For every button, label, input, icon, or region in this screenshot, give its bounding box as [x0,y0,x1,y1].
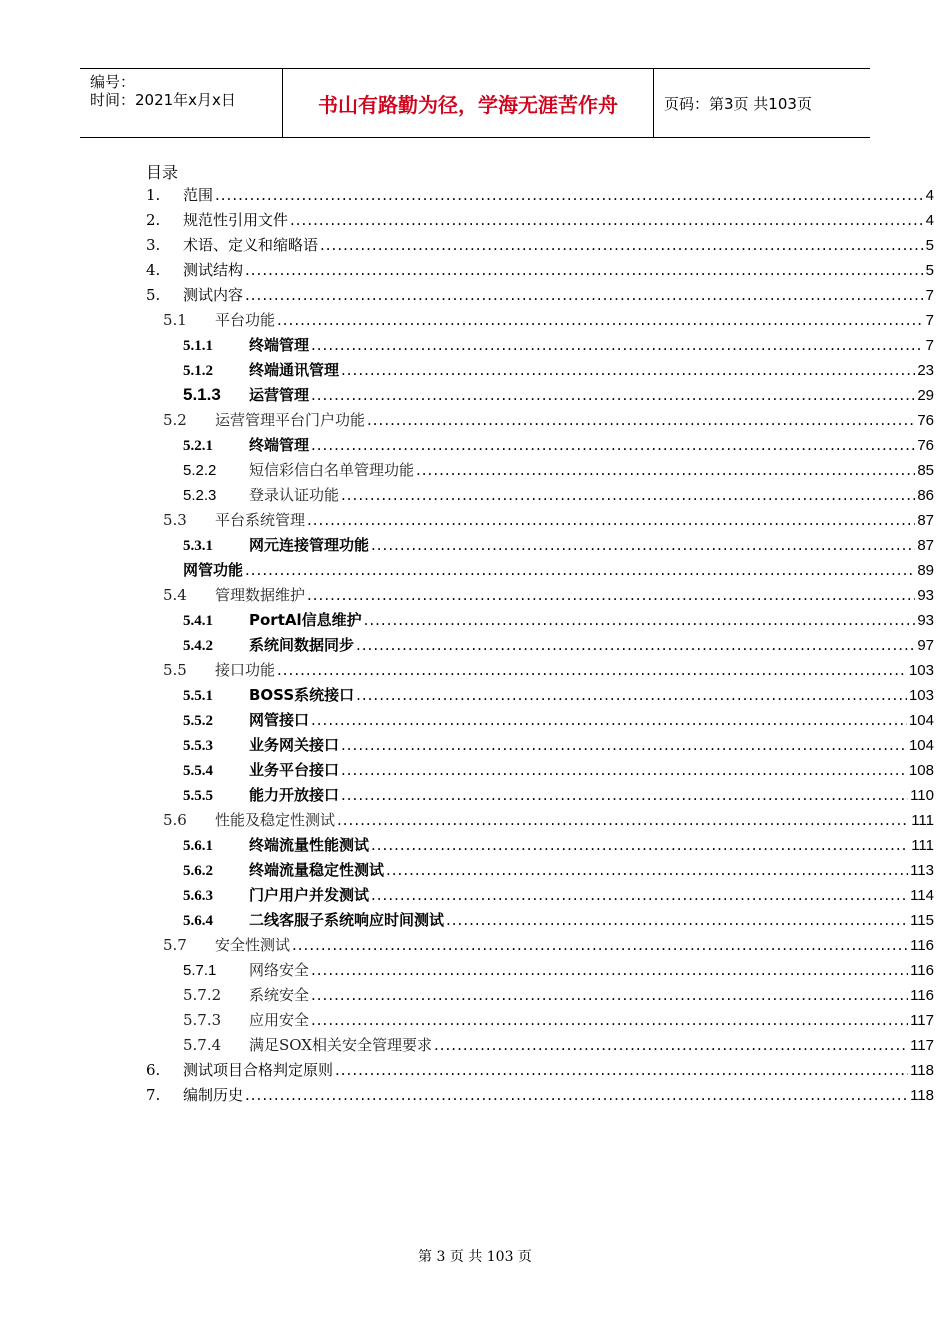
toc-leader-dots [215,183,924,207]
toc-leader-dots [320,233,924,257]
toc-entry-number: 5.1 [163,311,187,329]
toc-entry[interactable] [163,808,934,832]
toc-leader-dots [364,608,916,632]
toc-entry-number: 5.6.3 [183,888,213,904]
toc-entry[interactable] [183,858,934,882]
toc-entry-text: 运营管理平台门户功能 [215,411,366,429]
toc-entry-text: 网管功能 [183,561,244,579]
toc-entry-text: 系统安全 [249,986,310,1004]
toc-leader-dots [245,283,924,307]
toc-leader-dots [371,833,909,857]
toc-entry-text: 平台功能 [215,311,276,329]
toc-entry-number: 5.5 [163,661,187,679]
toc-entry-page: 93 [917,612,934,629]
toc-entry-page: 103 [908,687,934,704]
toc-leader-dots [311,333,924,357]
toc-entry-number: 5.2 [163,411,187,429]
toc-entry-text: 编制历史 [183,1086,244,1104]
toc-entry-text: 终端流量性能测试 [249,836,370,854]
toc-entry[interactable] [183,533,934,557]
document-number-label: 编号： [90,73,136,91]
toc-leader-dots [356,683,907,707]
toc-leader-dots [341,758,907,782]
toc-leader-dots [290,208,924,232]
toc-leader-dots [371,533,915,557]
toc-leader-dots [292,933,908,957]
document-time-label: 时间：2021年x月x日 [90,91,236,109]
toc-entry-text: 能力开放接口 [249,786,340,804]
toc-entry-text: 网元连接管理功能 [249,536,370,554]
toc-entry-text: 规范性引用文件 [183,211,289,229]
toc-entry-number: 5.5.5 [183,788,213,804]
toc-entry-text: 测试结构 [183,261,244,279]
toc-entry-page: 111 [911,812,934,829]
toc-entry-page: 118 [910,1062,934,1079]
toc-entry-page: 23 [917,362,934,379]
toc-entry-page: 89 [917,562,934,579]
toc-entry-page: 117 [910,1012,934,1029]
toc-entry-page: 93 [917,587,934,604]
toc-title: 目录 [146,163,179,182]
toc-leader-dots [434,1033,908,1057]
toc-entry[interactable] [163,508,934,532]
toc-leader-dots [311,383,915,407]
toc-entry-page: 87 [917,537,934,554]
toc-entry[interactable] [163,308,934,332]
toc-entry[interactable] [146,233,934,257]
toc-entry[interactable] [163,583,934,607]
page-header [80,68,870,138]
toc-entry-number: 5.7.4 [183,1036,222,1054]
toc-entry-text: 二线客服子系统响应时间测试 [249,911,445,929]
toc-leader-dots [311,708,907,732]
toc-entry-page: 5 [925,262,934,279]
toc-entry-text: 测试项目合格判定原则 [183,1061,334,1079]
header-meta-cell [80,69,283,137]
toc-entry-number: 5.3 [163,511,187,529]
header-page-label: 页码：第3页 共103页 [664,94,812,113]
toc-leader-dots [311,1008,908,1032]
toc-leader-dots [386,858,908,882]
toc-entry-page: 87 [917,512,934,529]
header-page-cell [664,69,870,137]
toc-entry[interactable] [163,408,934,432]
toc-entry-page: 7 [925,337,934,354]
toc-leader-dots [245,1083,908,1107]
toc-entry-number: 5.6.2 [183,863,213,879]
toc-entry-text: 范围 [183,186,214,204]
toc-entry-page: 117 [910,1037,934,1054]
toc-entry-page: 114 [910,887,934,904]
toc-entry-number: 5.4.2 [183,638,213,654]
toc-entry-number: 5.5.2 [183,713,213,729]
toc-leader-dots [446,908,908,932]
toc-leader-dots [416,458,915,482]
toc-entry-text: 接口功能 [215,661,276,679]
toc-leader-dots [307,508,915,532]
toc-entry-number: 5.5.3 [183,738,213,754]
toc-entry-number: 5.5.1 [183,688,213,704]
toc-entry[interactable] [183,983,934,1007]
toc-leader-dots [341,783,908,807]
header-motto-cell [283,69,654,137]
toc-entry-text: 满足SOX相关安全管理要求 [249,1036,432,1054]
toc-entry-number: 1. [146,186,161,204]
toc-entry[interactable] [183,1008,934,1032]
toc-entry-number: 6. [146,1061,161,1079]
toc-entry-number: 7. [146,1086,161,1104]
toc-entry-number: 5.4.1 [183,613,213,629]
toc-entry[interactable] [163,933,934,957]
toc-leader-dots [337,808,909,832]
toc-entry-number: 5.6 [163,811,187,829]
toc-entry[interactable] [183,833,934,857]
toc-entry-page: 76 [917,412,934,429]
toc-leader-dots [341,358,915,382]
toc-entry-text: 终端流量稳定性测试 [249,861,385,879]
toc-entry[interactable] [146,258,934,282]
toc-entry-page: 116 [910,987,934,1004]
toc-entry-number: 5.7 [163,936,187,954]
toc-entry-text: 门户用户并发测试 [249,886,370,904]
toc-entry-text: 终端管理 [249,436,310,454]
toc-leader-dots [371,883,908,907]
toc-entry-number: 5.4 [163,586,187,604]
toc-entry[interactable] [183,633,934,657]
toc-entry-number: 5.3.1 [183,538,213,554]
toc-entry-text: 运营管理 [249,386,310,404]
toc-entry[interactable] [183,608,934,632]
toc-entry-text: 终端管理 [249,336,310,354]
toc-entry-text: 测试内容 [183,286,244,304]
toc-entry-page: 5 [925,237,934,254]
toc-entry[interactable] [183,883,934,907]
toc-entry-text: 网管接口 [249,711,310,729]
toc-entry-number: 5.7.3 [183,1011,222,1029]
toc-entry-text: 性能及稳定性测试 [215,811,336,829]
toc-entry-page: 110 [910,787,934,804]
toc-entry-page: 118 [910,1087,934,1104]
toc-entry-page: 4 [925,187,934,204]
toc-entry-text: 登录认证功能 [249,486,340,504]
toc-entry[interactable] [183,708,934,732]
toc-leader-dots [311,433,915,457]
toc-entry-number: 5.2.2 [183,462,217,479]
toc-entry-page: 103 [908,662,934,679]
toc-leader-dots [311,983,908,1007]
toc-entry-number: 5.1.2 [183,363,213,379]
toc-entry-text: 短信彩信白名单管理功能 [249,461,415,479]
toc-entry-text: 平台系统管理 [215,511,306,529]
toc-entry-page: 29 [917,387,934,404]
toc-leader-dots [311,958,908,982]
toc-entry[interactable] [146,283,934,307]
toc-entry-number: 4. [146,261,161,279]
toc-entry[interactable] [183,958,934,982]
toc-entry-text: 术语、定义和缩略语 [183,236,319,254]
toc-entry-page: 7 [925,287,934,304]
toc-entry-number: 5.6.1 [183,838,213,854]
toc-entry-page: 115 [910,912,934,929]
toc-entry-number: 5.2.1 [183,438,213,454]
toc-entry-page: 116 [910,937,934,954]
toc-entry-text: PortAl信息维护 [249,611,362,629]
toc-entry-number: 3. [146,236,161,254]
toc-leader-dots [356,633,915,657]
toc-entry[interactable] [163,658,934,682]
toc-entry[interactable] [146,1058,934,1082]
toc-entry-number: 5.1.1 [183,338,213,354]
toc-entry-number: 5.7.1 [183,962,217,979]
toc-entry[interactable] [183,358,934,382]
toc-entry-page: 104 [908,712,934,729]
toc-entry-text: 管理数据维护 [215,586,306,604]
toc-leader-dots [307,583,915,607]
toc-entry[interactable] [183,483,934,507]
header-motto: 书山有路勤为径，学海无涯苦作舟 [318,92,618,117]
toc-entry-page: 7 [925,312,934,329]
toc-entry-page: 116 [910,962,934,979]
toc-leader-dots [277,308,924,332]
toc-entry[interactable] [183,683,934,707]
toc-entry[interactable] [183,383,934,407]
toc-entry[interactable] [183,758,934,782]
toc-entry[interactable] [183,333,934,357]
toc-entry[interactable] [183,783,934,807]
toc-entry[interactable] [146,183,934,207]
toc-entry-page: 97 [917,637,934,654]
toc-entry-number: 5.6.4 [183,913,213,929]
toc-leader-dots [341,483,915,507]
toc-leader-dots [367,408,915,432]
toc-entry-text: 业务网关接口 [249,736,340,754]
toc-entry-number: 5.1.3 [183,385,221,404]
toc-entry-number: 5.2.3 [183,487,217,504]
toc-entry-page: 111 [911,837,934,854]
toc-entry[interactable] [183,1033,934,1057]
toc-entry-text: 系统间数据同步 [249,636,355,654]
toc-entry-page: 76 [917,437,934,454]
toc-entry[interactable] [183,458,934,482]
toc-entry[interactable] [146,1083,934,1107]
toc-entry[interactable] [183,908,934,932]
toc-entry-page: 108 [908,762,934,779]
toc-entry[interactable] [183,433,934,457]
toc-entry-text: 安全性测试 [215,936,291,954]
toc-entry-page: 4 [925,212,934,229]
toc-entry-text: 业务平台接口 [249,761,340,779]
toc-entry-page: 113 [910,862,934,879]
toc-entry[interactable] [146,208,934,232]
toc-leader-dots [245,258,924,282]
toc-entry-page: 86 [917,487,934,504]
toc-entry[interactable] [183,733,934,757]
toc-entry-number: 2. [146,211,161,229]
toc-entry-text: 应用安全 [249,1011,310,1029]
toc-leader-dots [335,1058,908,1082]
toc-leader-dots [341,733,907,757]
toc-entry-page: 85 [917,462,934,479]
toc-entry-number: 5.5.4 [183,763,213,779]
toc-entry-text: BOSS系统接口 [249,686,355,704]
toc-entry-text: 终端通讯管理 [249,361,340,379]
page-footer: 第 3 页 共 103 页 [418,1249,532,1265]
toc-entry-number: 5. [146,286,161,304]
toc-entry[interactable] [183,558,934,582]
toc-leader-dots [277,658,907,682]
toc-entry-page: 104 [908,737,934,754]
toc-entry-text: 网络安全 [249,961,310,979]
toc-leader-dots [245,558,915,582]
toc-entry-number: 5.7.2 [183,986,222,1004]
